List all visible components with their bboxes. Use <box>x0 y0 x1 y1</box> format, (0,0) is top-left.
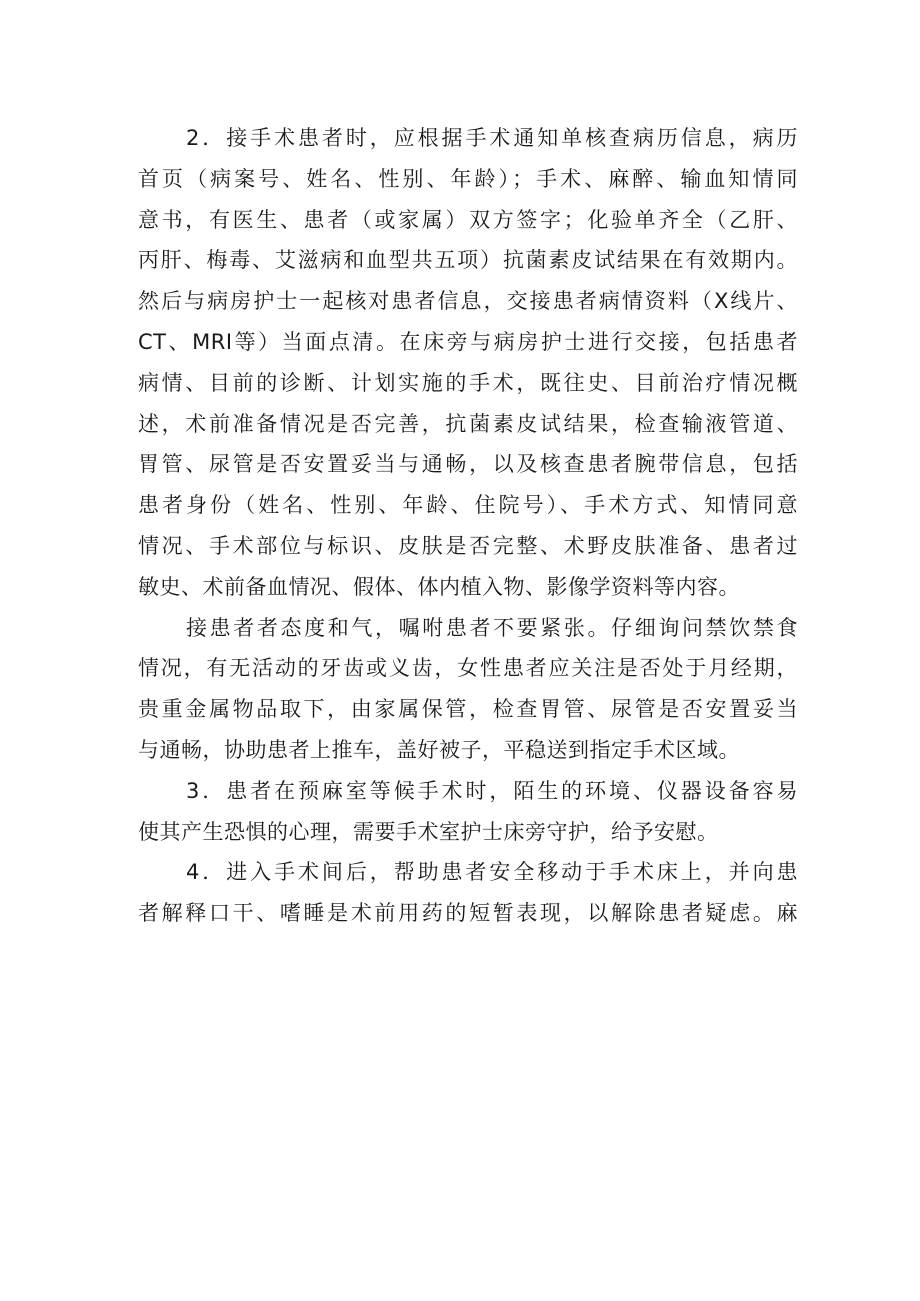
text-line: 4．进入手术间后，帮助患者安全移动于手术床上，并向患 <box>186 860 798 885</box>
paragraph-patient-attitude <box>138 608 798 771</box>
text-line: 3．患者在预麻室等候手术时，陌生的环境、仪器设备容易 <box>186 778 798 803</box>
text-line: 与通畅，协助患者上推车，盖好被子，平稳送到指定手术区域。 <box>138 737 740 762</box>
text-line: 然后与病房护士一起核对患者信息，交接患者病情资料（X线片、 <box>138 289 798 314</box>
text-line: 病情、目前的诊断、计划实施的手术，既往史、目前治疗情况概 <box>138 370 798 395</box>
text-line: 使其产生恐惧的心理，需要手术室护士床旁守护，给予安慰。 <box>138 819 719 844</box>
text-line: 胃管、尿管是否安置妥当与通畅，以及核查患者腕带信息，包括 <box>138 452 798 477</box>
text-line: 意书，有医生、患者（或家属）双方签字；化验单齐全（乙肝、 <box>138 207 798 232</box>
text-line: 情况，有无活动的牙齿或义齿，女性患者应关注是否处于月经期， <box>138 656 798 681</box>
document-body <box>138 118 798 934</box>
text-line: 者解释口干、嗜睡是术前用药的短暂表现，以解除患者疑虑。麻 <box>138 901 798 926</box>
paragraph-4-operating-room <box>138 852 798 934</box>
paragraph-3-pre-anesthesia <box>138 771 798 853</box>
text-line: 敏史、术前备血情况、假体、体内植入物、影像学资料等内容。 <box>138 574 740 599</box>
text-line: 2．接手术患者时，应根据手术通知单核查病历信息，病历 <box>186 126 798 150</box>
text-line: 情况、手术部位与标识、皮肤是否完整、术野皮肤准备、患者过 <box>138 533 798 558</box>
text-line: 贵重金属物品取下，由家属保管，检查胃管、尿管是否安置妥当 <box>138 697 798 722</box>
paragraph-2-reception <box>138 118 798 608</box>
text-line: 患者身份（姓名、性别、年龄、住院号）、手术方式、知情同意 <box>138 493 798 518</box>
text-line: 首页（病案号、姓名、性别、年龄）；手术、麻醉、输血知情同 <box>138 166 798 191</box>
text-line: 述，术前准备情况是否完善，抗菌素皮试结果，检查输液管道、 <box>138 411 798 436</box>
text-line: CT、MRI等）当面点清。在床旁与病房护士进行交接，包括患者 <box>138 329 798 354</box>
text-line: 接患者者态度和气，嘱咐患者不要紧张。仔细询问禁饮禁食 <box>186 615 798 640</box>
text-line: 丙肝、梅毒、艾滋病和血型共五项）抗菌素皮试结果在有效期内。 <box>138 248 798 273</box>
